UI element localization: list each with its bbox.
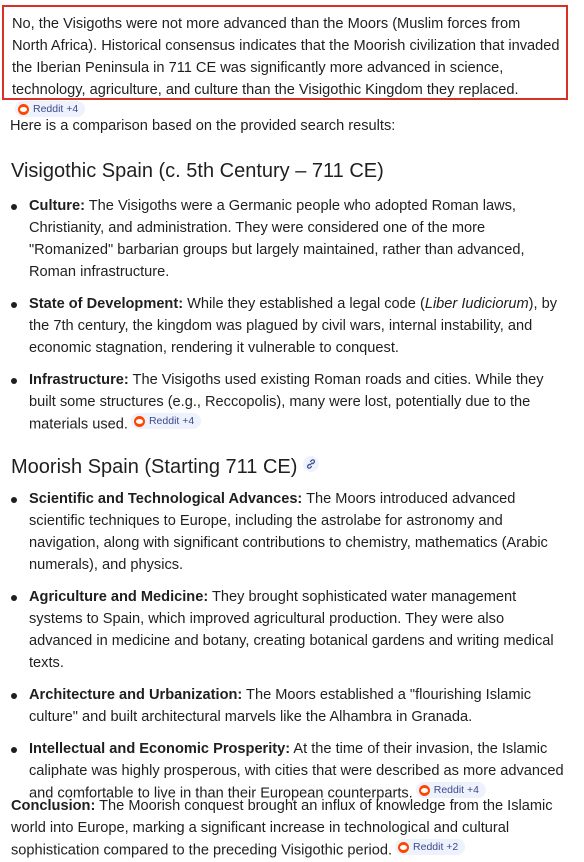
moorish-list <box>0 488 584 805</box>
list-item <box>0 195 584 283</box>
conclusion-label: Conclusion: <box>11 798 96 814</box>
list-item <box>0 293 584 359</box>
item-label: Scientific and Technological Advances: <box>29 491 303 507</box>
reddit-icon <box>419 785 430 796</box>
section-heading-visigothic: Visigothic Spain (c. 5th Century – 711 CE) <box>11 160 384 182</box>
source-chip-label: Reddit +4 <box>433 784 479 796</box>
link-icon[interactable] <box>303 456 319 472</box>
item-text: At the time of their invasion, the Islamic caliphate was highly prosperous, with cities that were described as more advanced and comfortable to live in than their European counterparts. <box>29 741 564 802</box>
answer-summary-text: No, the Visigoths were not more advanced than the Moors (Muslim forces from North Africa). Historical consensus indicates that the Moorish civilization that invaded the Iberian Peninsula in 711 CE was significantly more advanced in science, technology, agriculture, and culture than the Visigothic Kingdom they replaced. <box>12 16 560 98</box>
source-chip-label: Reddit +4 <box>33 103 79 115</box>
bullet-icon <box>11 497 17 503</box>
item-text: The Moors introduced advanced scientific techniques to Europe, including the astrolabe for astronomy and navigation, along with significant contributions to chemistry, mathematics (Arabic numerals), and physics. <box>29 491 548 573</box>
item-label: Agriculture and Medicine: <box>29 589 209 605</box>
item-text: They brought sophisticated water management systems to Spain, which improved agricultural production. They were also advanced in medicine and botany, creating botanical gardens and writing medical texts. <box>29 589 554 671</box>
item-label: Culture: <box>29 198 85 214</box>
item-label: Infrastructure: <box>29 372 129 388</box>
source-chip[interactable] <box>395 839 465 855</box>
bullet-icon <box>11 204 17 210</box>
item-text: The Visigoths were a Germanic people who adopted Roman laws, Christianity, and administration. They were considered one of the more "Romanized" barbarian groups but largely maintained, rather than advanced, Roman infrastructure. <box>29 198 525 280</box>
item-label: Intellectual and Economic Prosperity: <box>29 741 291 757</box>
bullet-icon <box>11 378 17 384</box>
item-italic-text: Liber Iudiciorum <box>424 296 529 312</box>
highlighted-answer-box <box>2 5 568 115</box>
answer-summary <box>12 13 560 124</box>
bullet-icon <box>11 595 17 601</box>
source-chip[interactable] <box>131 413 201 429</box>
item-text: While they established a legal code ( <box>183 296 425 312</box>
visigothic-list <box>0 195 584 436</box>
source-chip-label: Reddit +4 <box>148 415 195 427</box>
bullet-icon <box>11 302 17 308</box>
reddit-icon <box>134 416 145 427</box>
source-chip-label: Reddit +2 <box>413 841 459 853</box>
reddit-icon <box>398 842 409 853</box>
list-item <box>0 488 584 576</box>
list-item <box>0 586 584 674</box>
reddit-icon <box>18 104 29 115</box>
intro-text: Here is a comparison based on the provided search results: <box>10 118 396 134</box>
item-text: The Moors established a "flourishing Islamic culture" and built architectural marvels like the Alhambra in Granada. <box>29 687 532 725</box>
item-text: The Visigoths used existing Roman roads and cities. While they built some structures (e.g., Reccopolis), many were lost, potentially due to the materials used. <box>29 372 544 433</box>
bullet-icon <box>11 693 17 699</box>
conclusion-paragraph <box>11 795 571 862</box>
section-heading-text: Moorish Spain (Starting 711 CE) <box>11 456 298 478</box>
list-item <box>0 369 584 436</box>
item-text: ), by the 7th century, the kingdom was plagued by civil wars, internal instability, and economic stagnation, rendering it vulnerable to conquest. <box>29 296 558 356</box>
section-heading-moorish <box>11 453 319 481</box>
item-label: Architecture and Urbanization: <box>29 687 243 703</box>
item-label: State of Development: <box>29 296 184 312</box>
conclusion-text: The Moorish conquest brought an influx of knowledge from the Islamic world into Europe, marking a significant increase in technological and cultural sophistication compared to the preceding Visigothic period. <box>11 798 553 859</box>
list-item <box>0 684 584 728</box>
bullet-icon <box>11 747 17 753</box>
